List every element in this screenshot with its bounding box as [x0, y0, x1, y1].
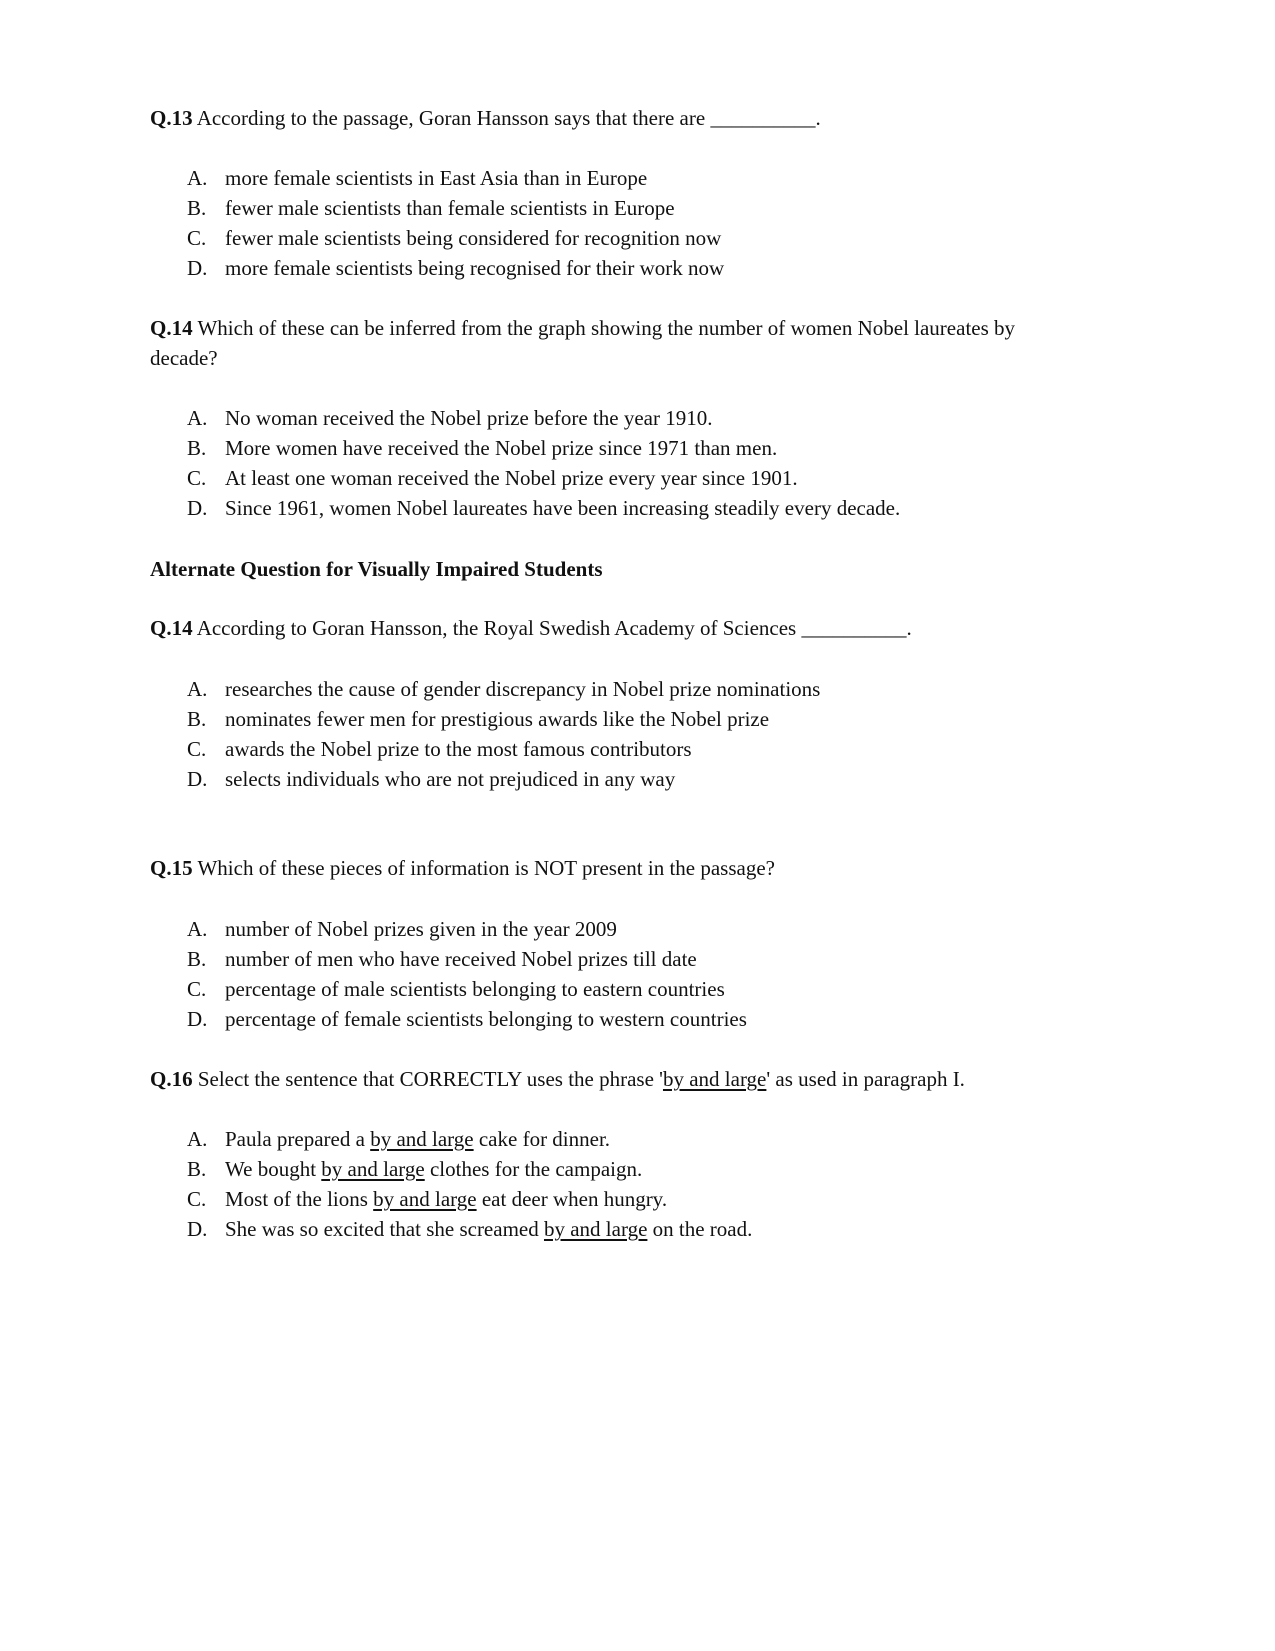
question-number: Q.13: [150, 106, 193, 130]
option-text: More women have received the Nobel prize since 1971 than men.: [225, 436, 778, 460]
option-letter: A.: [187, 677, 208, 701]
option-letter: C.: [187, 737, 207, 761]
option-text-before: Most of the lions: [225, 1187, 374, 1211]
question-text: decade?: [150, 346, 218, 370]
option-letter: B.: [187, 1157, 207, 1181]
option-text: awards the Nobel prize to the most famous contributors: [225, 737, 692, 761]
question-number: Q.15: [150, 856, 193, 880]
question-text: [198, 1067, 965, 1091]
option-letter: C.: [187, 226, 207, 250]
option-letter: A.: [187, 406, 208, 430]
option-text: number of men who have received Nobel prizes till date: [225, 947, 697, 971]
option-letter: D.: [187, 1007, 208, 1031]
option-letter: C.: [187, 466, 207, 490]
option-text: No woman received the Nobel prize before the year 1910.: [225, 406, 713, 430]
option-letter: C.: [187, 977, 207, 1001]
question-14-stem: [150, 314, 1015, 342]
underlined-phrase: by and large: [321, 1157, 425, 1181]
question-number: Q.14: [150, 316, 193, 340]
option-text: [225, 1125, 610, 1153]
option-text-after: clothes for the campaign.: [424, 1157, 643, 1181]
option-letter: D.: [187, 1217, 208, 1241]
option-text: percentage of female scientists belonging to western countries: [225, 1007, 747, 1031]
option-text-after: eat deer when hungry.: [476, 1187, 668, 1211]
option-text: [225, 1155, 642, 1183]
underlined-phrase: by and large: [373, 1187, 477, 1211]
option-text: selects individuals who are not prejudiced in any way: [225, 767, 676, 791]
question-14-stem-continued: [150, 344, 218, 372]
option-text-before: Paula prepared a: [225, 1127, 371, 1151]
option-letter: A.: [187, 917, 208, 941]
underlined-phrase: by and large: [370, 1127, 474, 1151]
option-letter: B.: [187, 947, 207, 971]
option-text: more female scientists being recognised for their work now: [225, 256, 725, 280]
question-text: According to the passage, Goran Hansson says that there are __________.: [196, 106, 821, 130]
option-letter: A.: [187, 166, 208, 190]
option-text-before: She was so excited that she screamed: [225, 1217, 544, 1241]
option-letter: B.: [187, 196, 207, 220]
option-letter: D.: [187, 496, 208, 520]
underlined-phrase: by and large: [543, 1217, 648, 1241]
question-text: Which of these pieces of information is NOT present in the passage?: [197, 856, 775, 880]
option-text: nominates fewer men for prestigious awards like the Nobel prize: [225, 707, 770, 731]
option-text: Since 1961, women Nobel laureates have been increasing steadily every decade.: [225, 496, 901, 520]
question-number: Q.16: [150, 1067, 193, 1091]
underlined-phrase: by and large: [662, 1067, 767, 1091]
option-letter: B.: [187, 436, 207, 460]
question-15-stem: [150, 854, 775, 882]
option-text: [225, 1215, 752, 1243]
question-text-before: Select the sentence that CORRECTLY uses the phrase ': [197, 1067, 663, 1091]
question-number: Q.14: [150, 616, 193, 640]
option-letter: D.: [187, 256, 208, 280]
question-text: According to Goran Hansson, the Royal Swedish Academy of Sciences __________.: [196, 616, 912, 640]
option-letter: A.: [187, 1127, 208, 1151]
option-letter: D.: [187, 767, 208, 791]
option-text: number of Nobel prizes given in the year 2009: [225, 917, 617, 941]
option-text-before: We bought: [225, 1157, 322, 1181]
question-text-after: ' as used in paragraph I.: [766, 1067, 965, 1091]
question-16-stem: [150, 1065, 965, 1093]
option-text: fewer male scientists being considered for recognition now: [225, 226, 722, 250]
question-14-alt-stem: [150, 614, 912, 642]
option-text: researches the cause of gender discrepancy in Nobel prize nominations: [225, 677, 821, 701]
option-letter: B.: [187, 707, 207, 731]
option-text: [225, 1185, 667, 1213]
option-text-after: on the road.: [647, 1217, 753, 1241]
question-13-stem: [150, 104, 821, 132]
question-text: Which of these can be inferred from the graph showing the number of women Nobel laureates by: [197, 316, 1016, 340]
option-text: fewer male scientists than female scientists in Europe: [225, 196, 675, 220]
option-text: percentage of male scientists belonging to eastern countries: [225, 977, 725, 1001]
section-heading: Alternate Question for Visually Impaired Students: [150, 557, 603, 581]
option-text: At least one woman received the Nobel prize every year since 1901.: [225, 466, 798, 490]
option-text: more female scientists in East Asia than in Europe: [225, 166, 648, 190]
option-letter: C.: [187, 1187, 207, 1211]
option-text-after: cake for dinner.: [473, 1127, 611, 1151]
